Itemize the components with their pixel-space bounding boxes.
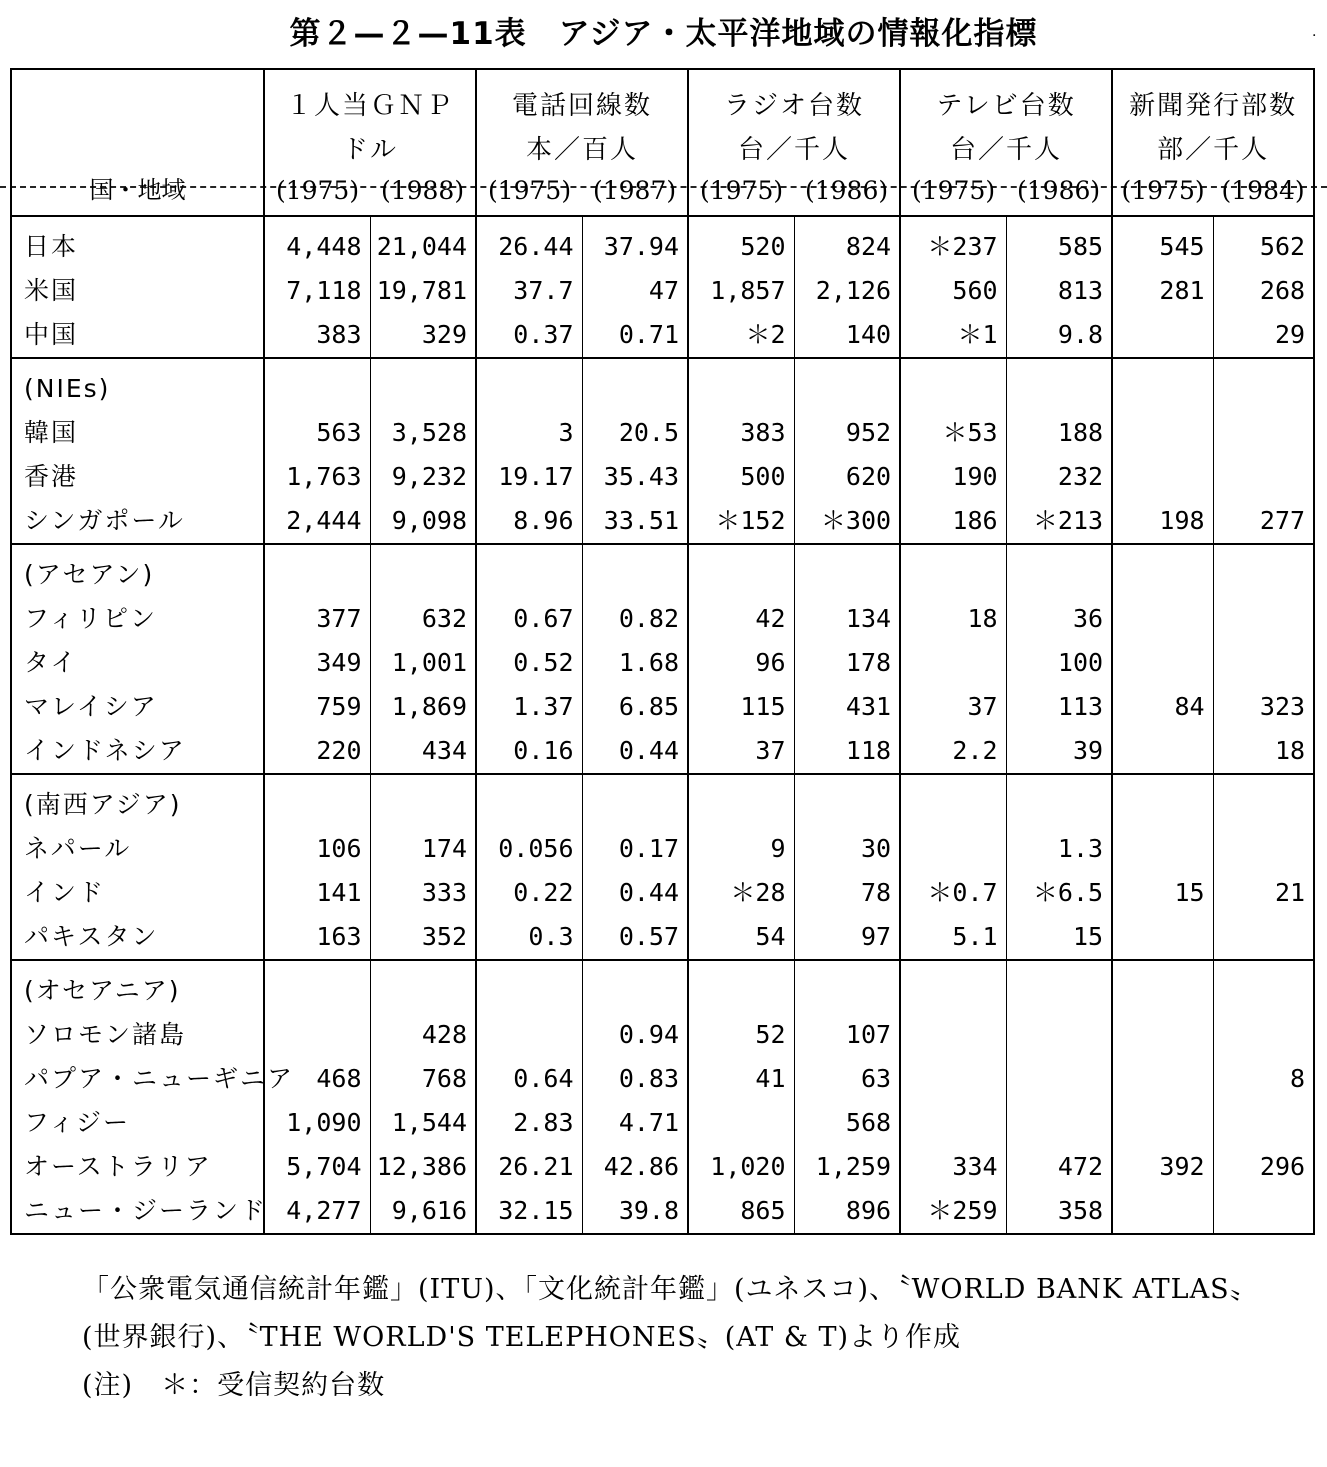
value-cell: 21 (1213, 871, 1314, 915)
value-cell (900, 1057, 1006, 1101)
table-row (11, 1145, 1314, 1189)
country-name: パプア・ニューギニア (11, 1057, 264, 1101)
table-row (11, 216, 1314, 269)
scan-dot: · (1312, 28, 1317, 44)
empty-cell (264, 544, 370, 597)
value-cell: 52 (688, 1013, 794, 1057)
value-cell (1213, 597, 1314, 641)
value-cell (900, 1101, 1006, 1145)
value-cell (476, 1013, 582, 1057)
empty-cell (582, 960, 688, 1013)
value-cell: 768 (370, 1057, 476, 1101)
value-cell: 392 (1112, 1145, 1213, 1189)
empty-cell (688, 358, 794, 411)
value-cell (1112, 455, 1213, 499)
year-header: (1984) (1221, 176, 1305, 205)
value-cell: 54 (688, 915, 794, 960)
value-cell: ＊0.7 (900, 871, 1006, 915)
value-cell (1006, 1057, 1112, 1101)
value-cell (1112, 1101, 1213, 1145)
value-cell: 20.5 (582, 411, 688, 455)
value-cell (1112, 597, 1213, 641)
year-header: (1975) (911, 176, 996, 205)
value-cell: 500 (688, 455, 794, 499)
value-cell: 434 (370, 729, 476, 774)
value-cell: 620 (794, 455, 900, 499)
row-group (11, 774, 1314, 960)
value-cell: 865 (688, 1189, 794, 1234)
value-cell: 0.3 (476, 915, 582, 960)
group-label-row (11, 544, 1314, 597)
value-cell: 3 (476, 411, 582, 455)
group-label: (NIEs) (11, 358, 264, 411)
header-row (11, 69, 1314, 216)
value-cell: 0.16 (476, 729, 582, 774)
asterisk-note: (注) ＊：受信契約台数 (82, 1370, 386, 1401)
value-cell: 0.37 (476, 313, 582, 358)
country-name: 中国 (11, 313, 264, 358)
group-label: (南西アジア) (11, 774, 264, 827)
value-cell: 0.64 (476, 1057, 582, 1101)
table-row (11, 455, 1314, 499)
value-cell: 2.2 (900, 729, 1006, 774)
empty-cell (476, 960, 582, 1013)
value-cell: 383 (264, 313, 370, 358)
country-name: 香港 (11, 455, 264, 499)
empty-cell (476, 358, 582, 411)
value-cell: 352 (370, 915, 476, 960)
value-cell: 296 (1213, 1145, 1314, 1189)
empty-cell (476, 774, 582, 827)
year-header: (1975) (1121, 176, 1205, 205)
empty-cell (1112, 544, 1213, 597)
value-cell: 0.44 (582, 729, 688, 774)
value-cell: 9 (688, 827, 794, 871)
country-name: 日本 (11, 216, 264, 269)
country-name: オーストラリア (11, 1145, 264, 1189)
value-cell (1213, 411, 1314, 455)
country-name: ソロモン諸島 (11, 1013, 264, 1057)
value-cell: 96 (688, 641, 794, 685)
table-row (11, 1101, 1314, 1145)
empty-cell (370, 358, 476, 411)
value-cell: 632 (370, 597, 476, 641)
value-cell: 545 (1112, 216, 1213, 269)
value-cell: 113 (1006, 685, 1112, 729)
empty-cell (264, 358, 370, 411)
value-cell: 174 (370, 827, 476, 871)
value-cell: 349 (264, 641, 370, 685)
value-cell: 4,277 (264, 1189, 370, 1234)
year-header: (1988) (380, 176, 465, 205)
source-note: 「公衆電気通信統計年鑑」(ITU)、「文化統計年鑑」(ユネスコ)、〝WORLD BANK ATLAS〟(世界銀行)、〝THE WORLD'S TELEPHONES〟(AT & T)より作成 (82, 1274, 1258, 1353)
value-cell: 472 (1006, 1145, 1112, 1189)
value-cell: 18 (1213, 729, 1314, 774)
value-cell: 1,001 (370, 641, 476, 685)
value-cell: 42.86 (582, 1145, 688, 1189)
value-cell (1112, 1057, 1213, 1101)
empty-cell (1112, 960, 1213, 1013)
value-cell: 383 (688, 411, 794, 455)
table-row (11, 641, 1314, 685)
value-cell: 100 (1006, 641, 1112, 685)
group-label-row (11, 774, 1314, 827)
value-cell: 15 (1112, 871, 1213, 915)
value-cell: 9,232 (370, 455, 476, 499)
header-tv: テレビ台数 台／千人 (1975) (1986) (900, 69, 1112, 216)
empty-cell (688, 960, 794, 1013)
value-cell: ＊237 (900, 216, 1006, 269)
value-cell: 1,544 (370, 1101, 476, 1145)
value-cell: 26.44 (476, 216, 582, 269)
info-indicator-table (10, 68, 1315, 1235)
value-cell: 428 (370, 1013, 476, 1057)
value-cell: 0.17 (582, 827, 688, 871)
value-cell (1213, 641, 1314, 685)
value-cell: 6.85 (582, 685, 688, 729)
header-radio: ラジオ台数 台／千人 (1975) (1986) (688, 69, 900, 216)
value-cell: 18 (900, 597, 1006, 641)
value-cell (1112, 411, 1213, 455)
table-row (11, 1189, 1314, 1234)
footnote (82, 1266, 1282, 1410)
empty-cell (476, 544, 582, 597)
value-cell: 0.44 (582, 871, 688, 915)
value-cell (1213, 455, 1314, 499)
table-row (11, 1013, 1314, 1057)
header-telephone: 電話回線数 本／百人 (1975) (1987) (476, 69, 688, 216)
value-cell: 1.68 (582, 641, 688, 685)
value-cell: 118 (794, 729, 900, 774)
value-cell: 9.8 (1006, 313, 1112, 358)
value-cell (1112, 1189, 1213, 1234)
year-header: (1975) (487, 176, 572, 205)
row-group (11, 216, 1314, 358)
value-cell: 36 (1006, 597, 1112, 641)
value-cell: 0.94 (582, 1013, 688, 1057)
empty-cell (794, 544, 900, 597)
country-name: フィリピン (11, 597, 264, 641)
value-cell: 334 (900, 1145, 1006, 1189)
value-cell: 1.3 (1006, 827, 1112, 871)
value-cell: 42 (688, 597, 794, 641)
value-cell: 0.056 (476, 827, 582, 871)
value-cell: 333 (370, 871, 476, 915)
empty-cell (1213, 960, 1314, 1013)
value-cell: 141 (264, 871, 370, 915)
value-cell: 358 (1006, 1189, 1112, 1234)
country-name: パキスタン (11, 915, 264, 960)
table-row (11, 871, 1314, 915)
value-cell: 37 (900, 685, 1006, 729)
empty-cell (582, 358, 688, 411)
value-cell: 134 (794, 597, 900, 641)
value-cell: 186 (900, 499, 1006, 544)
value-cell (900, 641, 1006, 685)
value-cell: 39 (1006, 729, 1112, 774)
country-name: タイ (11, 641, 264, 685)
table-row (11, 685, 1314, 729)
value-cell: 97 (794, 915, 900, 960)
empty-cell (1213, 358, 1314, 411)
value-cell: 188 (1006, 411, 1112, 455)
empty-cell (264, 960, 370, 1013)
value-cell: 190 (900, 455, 1006, 499)
value-cell: 2.83 (476, 1101, 582, 1145)
value-cell: 33.51 (582, 499, 688, 544)
table-row (11, 915, 1314, 960)
value-cell: 562 (1213, 216, 1314, 269)
header-dashed-rule (0, 186, 1327, 188)
empty-cell (794, 358, 900, 411)
value-cell: 30 (794, 827, 900, 871)
empty-cell (582, 774, 688, 827)
value-cell: ＊53 (900, 411, 1006, 455)
value-cell: 19,781 (370, 269, 476, 313)
country-name: シンガポール (11, 499, 264, 544)
value-cell: 585 (1006, 216, 1112, 269)
value-cell (1213, 827, 1314, 871)
value-cell (1213, 915, 1314, 960)
value-cell (1006, 1101, 1112, 1145)
value-cell (900, 1013, 1006, 1057)
empty-cell (1213, 774, 1314, 827)
value-cell: 7,118 (264, 269, 370, 313)
table-row (11, 499, 1314, 544)
value-cell (1112, 827, 1213, 871)
value-cell: 3,528 (370, 411, 476, 455)
value-cell: 37 (688, 729, 794, 774)
table-row (11, 729, 1314, 774)
value-cell: 0.57 (582, 915, 688, 960)
value-cell: 37.7 (476, 269, 582, 313)
value-cell: 0.82 (582, 597, 688, 641)
value-cell: 0.22 (476, 871, 582, 915)
value-cell: ＊213 (1006, 499, 1112, 544)
value-cell: 115 (688, 685, 794, 729)
value-cell: 1,869 (370, 685, 476, 729)
value-cell: 178 (794, 641, 900, 685)
country-name: インドネシア (11, 729, 264, 774)
value-cell: 8 (1213, 1057, 1314, 1101)
table-row (11, 269, 1314, 313)
value-cell: 15 (1006, 915, 1112, 960)
value-cell: 952 (794, 411, 900, 455)
value-cell: ＊300 (794, 499, 900, 544)
empty-cell (1112, 358, 1213, 411)
value-cell (1213, 1101, 1314, 1145)
row-group (11, 960, 1314, 1234)
empty-cell (794, 960, 900, 1013)
country-name: 米国 (11, 269, 264, 313)
value-cell: 8.96 (476, 499, 582, 544)
value-cell: 39.8 (582, 1189, 688, 1234)
empty-cell (582, 544, 688, 597)
value-cell: 37.94 (582, 216, 688, 269)
empty-cell (900, 774, 1006, 827)
value-cell: 268 (1213, 269, 1314, 313)
country-name: マレイシア (11, 685, 264, 729)
value-cell: 41 (688, 1057, 794, 1101)
value-cell (900, 827, 1006, 871)
value-cell (1112, 915, 1213, 960)
table-row (11, 313, 1314, 358)
empty-cell (900, 544, 1006, 597)
value-cell: 0.71 (582, 313, 688, 358)
empty-cell (900, 960, 1006, 1013)
value-cell: 198 (1112, 499, 1213, 544)
group-label: (オセアニア) (11, 960, 264, 1013)
value-cell: ＊28 (688, 871, 794, 915)
value-cell: 277 (1213, 499, 1314, 544)
value-cell (1006, 1013, 1112, 1057)
value-cell: 78 (794, 871, 900, 915)
group-label-row (11, 358, 1314, 411)
value-cell: 2,126 (794, 269, 900, 313)
value-cell (1213, 1013, 1314, 1057)
value-cell: 9,098 (370, 499, 476, 544)
row-group (11, 358, 1314, 544)
value-cell: ＊6.5 (1006, 871, 1112, 915)
group-label-row (11, 960, 1314, 1013)
value-cell: 560 (900, 269, 1006, 313)
value-cell: 1,020 (688, 1145, 794, 1189)
value-cell: 329 (370, 313, 476, 358)
value-cell: 2,444 (264, 499, 370, 544)
value-cell: 63 (794, 1057, 900, 1101)
value-cell: 520 (688, 216, 794, 269)
empty-cell (264, 774, 370, 827)
empty-cell (370, 544, 476, 597)
header-gnp: １人当ＧＮＰ ドル (1975) (1988) (264, 69, 476, 216)
value-cell (1213, 1189, 1314, 1234)
value-cell (1112, 313, 1213, 358)
value-cell: 5.1 (900, 915, 1006, 960)
empty-cell (1006, 544, 1112, 597)
value-cell: 323 (1213, 685, 1314, 729)
value-cell: 896 (794, 1189, 900, 1234)
value-cell: 431 (794, 685, 900, 729)
row-group (11, 544, 1314, 774)
value-cell: 232 (1006, 455, 1112, 499)
country-name: ニュー・ジーランド (11, 1189, 264, 1234)
year-header: (1975) (275, 176, 360, 205)
table-title: 第２—２—11表 アジア・太平洋地域の情報化指標 (289, 16, 1038, 52)
value-cell: 1,857 (688, 269, 794, 313)
value-cell: 9,616 (370, 1189, 476, 1234)
empty-cell (794, 774, 900, 827)
value-cell: 1.37 (476, 685, 582, 729)
value-cell: 140 (794, 313, 900, 358)
value-cell: 0.83 (582, 1057, 688, 1101)
value-cell: ＊2 (688, 313, 794, 358)
header-newspaper: 新聞発行部数 部／千人 (1975) (1984) (1112, 69, 1314, 216)
value-cell: 759 (264, 685, 370, 729)
value-cell: 163 (264, 915, 370, 960)
value-cell: 4.71 (582, 1101, 688, 1145)
value-cell: 813 (1006, 269, 1112, 313)
value-cell (688, 1101, 794, 1145)
value-cell: ＊152 (688, 499, 794, 544)
value-cell: 4,448 (264, 216, 370, 269)
value-cell: 12,386 (370, 1145, 476, 1189)
year-header: (1987) (592, 176, 677, 205)
table-row (11, 411, 1314, 455)
year-header: (1975) (699, 176, 784, 205)
value-cell (1112, 1013, 1213, 1057)
empty-cell (688, 774, 794, 827)
empty-cell (370, 960, 476, 1013)
value-cell: ＊1 (900, 313, 1006, 358)
value-cell: ＊259 (900, 1189, 1006, 1234)
value-cell: 1,763 (264, 455, 370, 499)
value-cell: 0.52 (476, 641, 582, 685)
value-cell: 19.17 (476, 455, 582, 499)
group-label: (アセアン) (11, 544, 264, 597)
country-name: フィジー (11, 1101, 264, 1145)
empty-cell (900, 358, 1006, 411)
value-cell: 468 (264, 1057, 370, 1101)
value-cell: 35.43 (582, 455, 688, 499)
value-cell: 106 (264, 827, 370, 871)
value-cell: 47 (582, 269, 688, 313)
value-cell: 32.15 (476, 1189, 582, 1234)
value-cell: 568 (794, 1101, 900, 1145)
empty-cell (1006, 774, 1112, 827)
country-header: 国・地域 (11, 69, 264, 216)
value-cell (264, 1013, 370, 1057)
country-name: 韓国 (11, 411, 264, 455)
value-cell: 824 (794, 216, 900, 269)
value-cell: 377 (264, 597, 370, 641)
year-header: (1986) (1017, 176, 1101, 205)
table-row (11, 597, 1314, 641)
value-cell: 0.67 (476, 597, 582, 641)
empty-cell (370, 774, 476, 827)
country-name: ネパール (11, 827, 264, 871)
value-cell: 29 (1213, 313, 1314, 358)
value-cell (1112, 641, 1213, 685)
empty-cell (688, 544, 794, 597)
table-row (11, 827, 1314, 871)
value-cell: 281 (1112, 269, 1213, 313)
country-name: インド (11, 871, 264, 915)
value-cell: 1,090 (264, 1101, 370, 1145)
value-cell: 107 (794, 1013, 900, 1057)
value-cell: 1,259 (794, 1145, 900, 1189)
empty-cell (1006, 358, 1112, 411)
empty-cell (1006, 960, 1112, 1013)
value-cell: 5,704 (264, 1145, 370, 1189)
year-header: (1986) (804, 176, 889, 205)
empty-cell (1213, 544, 1314, 597)
empty-cell (1112, 774, 1213, 827)
value-cell: 84 (1112, 685, 1213, 729)
value-cell: 220 (264, 729, 370, 774)
value-cell: 21,044 (370, 216, 476, 269)
value-cell (1112, 729, 1213, 774)
table-row (11, 1057, 1314, 1101)
value-cell: 563 (264, 411, 370, 455)
value-cell: 26.21 (476, 1145, 582, 1189)
